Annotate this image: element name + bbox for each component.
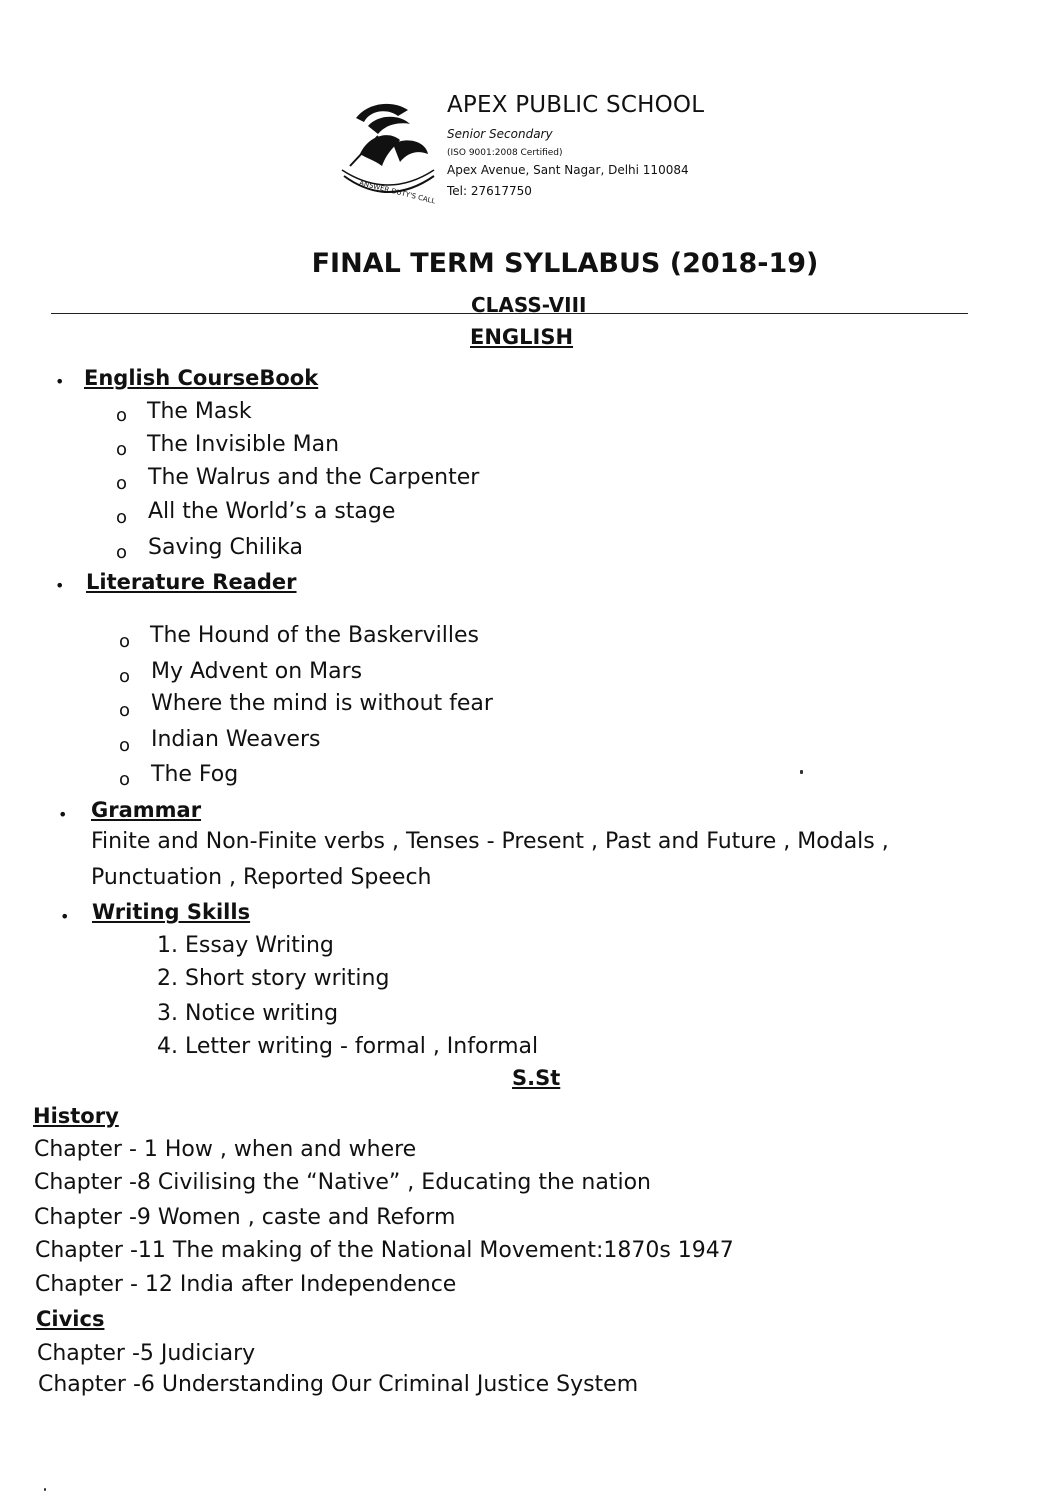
school-address: Apex Avenue, Sant Nagar, Delhi 110084 bbox=[447, 163, 689, 177]
coursebook-item: All the World’s a stage bbox=[148, 499, 396, 524]
coursebook-item: The Walrus and the Carpenter bbox=[148, 465, 480, 490]
circle-bullet-icon: o bbox=[119, 666, 131, 687]
circle-bullet-icon: o bbox=[116, 507, 128, 528]
bullet-icon: • bbox=[60, 907, 70, 926]
civics-chapter: Chapter -5 Judiciary bbox=[37, 1341, 256, 1366]
history-chapter: Chapter -8 Civilising the “Native” , Educating the nation bbox=[34, 1170, 651, 1195]
coursebook-item: The Invisible Man bbox=[147, 432, 340, 457]
literature-item: Where the mind is without fear bbox=[151, 691, 493, 716]
grammar-topics-line2: Punctuation , Reported Speech bbox=[91, 865, 432, 890]
literature-item: My Advent on Mars bbox=[151, 659, 363, 684]
school-logo bbox=[338, 96, 438, 208]
circle-bullet-icon: o bbox=[119, 735, 131, 756]
circle-bullet-icon: o bbox=[119, 700, 131, 721]
writing-item: 2. Short story writing bbox=[157, 966, 390, 991]
grammar-topics-line1: Finite and Non-Finite verbs , Tenses - Present , Past and Future , Modals , bbox=[91, 829, 889, 854]
sst-heading: S.St bbox=[512, 1066, 561, 1090]
bullet-icon: • bbox=[55, 576, 65, 595]
literature-item: Indian Weavers bbox=[151, 727, 321, 752]
history-chapter: Chapter - 12 India after Independence bbox=[35, 1272, 457, 1297]
civics-chapter: Chapter -6 Understanding Our Criminal Justice System bbox=[38, 1372, 639, 1397]
history-chapter: Chapter -11 The making of the National Movement:1870s 1947 bbox=[35, 1238, 734, 1263]
coursebook-item: The Mask bbox=[147, 399, 252, 424]
civics-heading: Civics bbox=[36, 1307, 105, 1331]
circle-bullet-icon: o bbox=[116, 542, 128, 563]
circle-bullet-icon: o bbox=[116, 473, 128, 494]
school-subtitle: Senior Secondary bbox=[447, 127, 553, 141]
scan-speck bbox=[800, 770, 803, 774]
header-divider bbox=[51, 313, 968, 314]
class-label-text: CLASS-VIII bbox=[471, 293, 587, 317]
writing-heading: Writing Skills bbox=[92, 900, 251, 924]
school-certification: (ISO 9001:2008 Certified) bbox=[447, 148, 563, 158]
scan-speck bbox=[44, 1488, 46, 1491]
school-name: APEX PUBLIC SCHOOL bbox=[447, 92, 705, 118]
writing-item: 4. Letter writing - formal , Informal bbox=[157, 1034, 539, 1059]
logo-motto: ANSWER DUTY'S CALL bbox=[358, 178, 437, 206]
grammar-heading: Grammar bbox=[91, 798, 202, 822]
english-heading: ENGLISH bbox=[470, 325, 574, 349]
history-chapter: Chapter -9 Women , caste and Reform bbox=[34, 1205, 456, 1230]
writing-item: 3. Notice writing bbox=[157, 1001, 339, 1026]
literature-item: The Hound of the Baskervilles bbox=[150, 623, 479, 648]
bullet-icon: • bbox=[58, 805, 68, 824]
history-heading: History bbox=[33, 1104, 119, 1128]
writing-item: 1. Essay Writing bbox=[157, 933, 334, 958]
bullet-icon: • bbox=[55, 372, 65, 391]
literature-heading: Literature Reader bbox=[86, 570, 297, 594]
document-title: FINAL TERM SYLLABUS (2018-19) bbox=[311, 248, 819, 279]
literature-item: The Fog bbox=[151, 762, 239, 787]
circle-bullet-icon: o bbox=[119, 769, 131, 790]
circle-bullet-icon: o bbox=[116, 405, 128, 426]
circle-bullet-icon: o bbox=[116, 439, 128, 460]
circle-bullet-icon: o bbox=[119, 631, 131, 652]
school-telephone: Tel: 27617750 bbox=[447, 184, 532, 198]
coursebook-heading: English CourseBook bbox=[84, 366, 319, 390]
coursebook-item: Saving Chilika bbox=[148, 535, 303, 560]
history-chapter: Chapter - 1 How , when and where bbox=[34, 1137, 417, 1162]
